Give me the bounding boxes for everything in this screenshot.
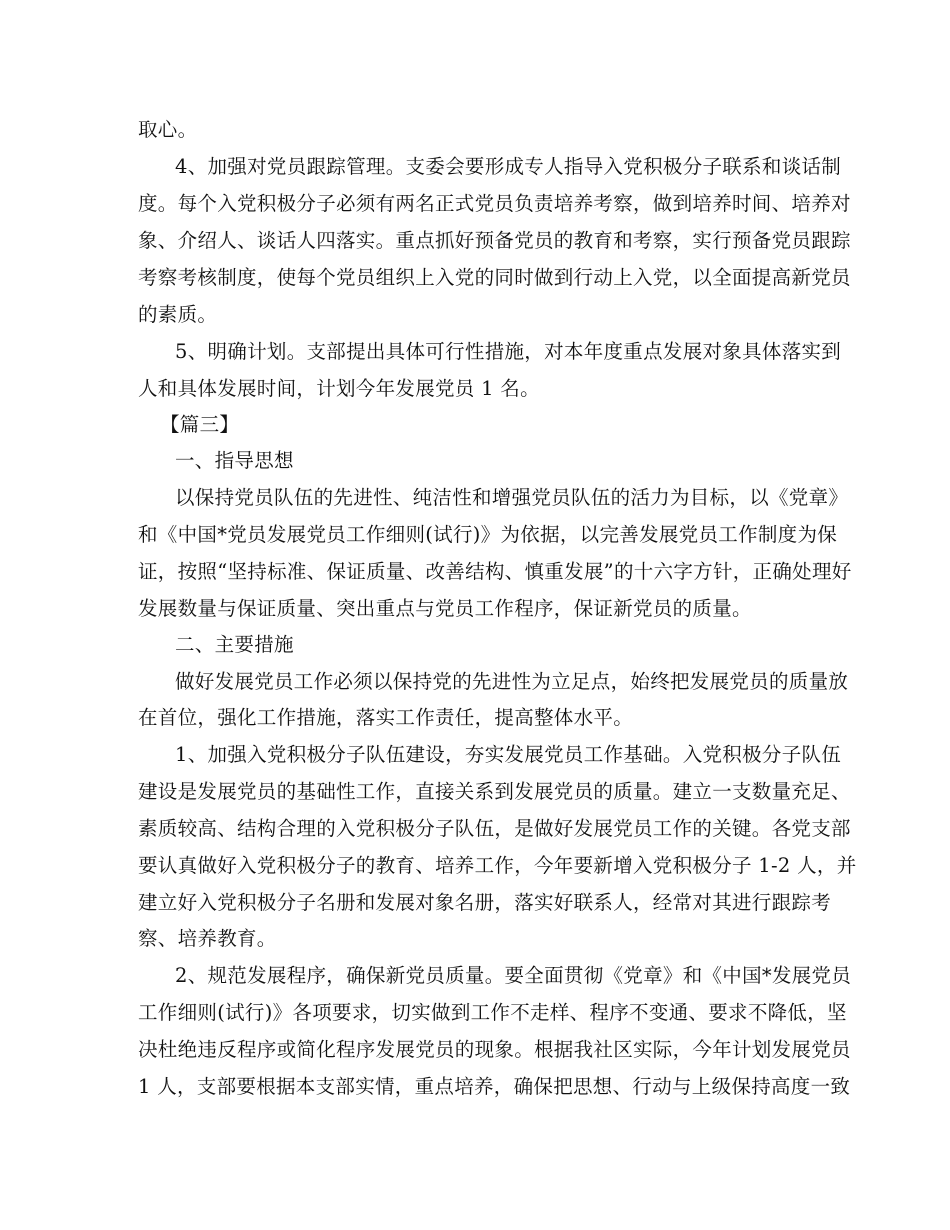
- text-line: 在首位，强化工作措施，落实工作责任，提高整体水平。: [138, 706, 634, 729]
- text-line: 察、培养教育。: [138, 927, 277, 950]
- text-line: 1、加强入党积极分子队伍建设，夯实发展党员工作基础。入党积极分子队伍: [175, 743, 842, 766]
- text-line: 度。每个入党积极分子必须有两名正式党员负责培养考察，做到培养时间、培养对: [138, 192, 851, 215]
- text-line: 决杜绝违反程序或简化程序发展党员的现象。根据我社区实际，今年计划发展党员: [138, 1038, 851, 1061]
- text-line: 2、规范发展程序，确保新党员质量。要全面贯彻《党章》和《中国*发展党员: [175, 964, 852, 987]
- text-line: 象、介绍人、谈话人四落实。重点抓好预备党员的教育和考察，实行预备党员跟踪: [138, 229, 851, 252]
- subheading: 二、主要措施: [175, 633, 294, 656]
- text-line: 的素质。: [138, 303, 218, 326]
- text-line: 做好发展党员工作必须以保持党的先进性为立足点，始终把发展党员的质量放: [175, 670, 849, 693]
- subheading: 一、指导思想: [175, 449, 294, 472]
- text-line: 建立好入党积极分子名册和发展对象名册，落实好联系人，经常对其进行跟踪考: [138, 891, 832, 914]
- text-line: 发展数量与保证质量、突出重点与党员工作程序，保证新党员的质量。: [138, 597, 752, 620]
- text-line: 4、加强对党员跟踪管理。支委会要形成专人指导入党积极分子联系和谈话制: [175, 155, 842, 178]
- text-line: 工作细则(试行)》各项要求，切实做到工作不走样、程序不变通、要求不降低，坚: [138, 1001, 847, 1024]
- text-line: 5、明确计划。支部提出具体可行性措施，对本年度重点发展对象具体落实到: [175, 340, 842, 363]
- text-line: 证，按照“坚持标准、保证质量、改善结构、慎重发展”的十六字方针，正确处理好: [138, 560, 852, 583]
- text-line: 要认真做好入党积极分子的教育、培养工作，今年要新增入党积极分子 1-2 人，并: [138, 854, 857, 877]
- text-line: 和《中国*党员发展党员工作细则(试行)》为依据，以完善发展党员工作制度为保: [138, 523, 838, 546]
- text-line: 以保持党员队伍的先进性、纯洁性和增强党员队伍的活力为目标，以《党章》: [175, 486, 849, 509]
- text-line: 取心。: [138, 118, 198, 141]
- section-heading: 【篇三】: [160, 413, 240, 436]
- text-line: 素质较高、结构合理的入党积极分子队伍，是做好发展党员工作的关键。各党支部: [138, 817, 851, 840]
- text-line: 人和具体发展时间，计划今年发展党员 1 名。: [138, 377, 540, 400]
- text-line: 建设是发展党员的基础性工作，直接关系到发展党员的质量。建立一支数量充足、: [138, 780, 851, 803]
- text-line: 1 人，支部要根据本支部实情，重点培养，确保把思想、行动与上级保持高度一致: [138, 1075, 851, 1098]
- text-line: 考察考核制度，使每个党员组织上入党的同时做到行动上入党，以全面提高新党员: [138, 266, 851, 289]
